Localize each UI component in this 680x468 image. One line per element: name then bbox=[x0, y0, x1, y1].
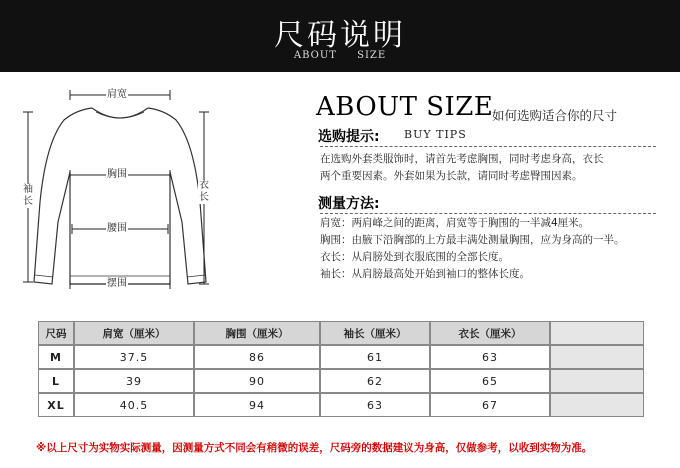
table-cell: M bbox=[38, 345, 74, 369]
header-chest: 胸围（厘米） bbox=[194, 321, 320, 345]
shopping-tip-line: 在选购外套类服饰时，请首先考虑胸围，同时考虑身高，衣长 bbox=[320, 153, 604, 165]
table-cell: 63 bbox=[320, 393, 430, 417]
table-cell: L bbox=[38, 369, 74, 393]
table-cell: 39 bbox=[74, 369, 194, 393]
shopping-tips-title: 选购提示: bbox=[318, 129, 380, 145]
waist-label: 腰围 bbox=[107, 223, 127, 234]
table-cell: 67 bbox=[430, 393, 550, 417]
shopping-tip-line: 两个重要因素。外套如果为长款，请同时考虑臀围因素。 bbox=[320, 170, 583, 182]
table-header-row bbox=[38, 321, 644, 345]
divider bbox=[320, 213, 656, 214]
shoulder-label: 肩宽 bbox=[107, 89, 127, 100]
table-cell: 94 bbox=[194, 393, 320, 417]
table-cell bbox=[550, 345, 644, 369]
header-length: 衣长（厘米） bbox=[430, 321, 550, 345]
table-cell: 37.5 bbox=[74, 345, 194, 369]
header-shoulder: 肩宽（厘米） bbox=[74, 321, 194, 345]
about-size-subtitle: 如何选购适合你的尺寸 bbox=[492, 108, 618, 123]
table-row bbox=[38, 369, 644, 393]
about-size-title: ABOUT SIZE bbox=[316, 92, 494, 122]
sleeve-length-label: 袖长 bbox=[23, 184, 33, 207]
table-cell: 65 bbox=[430, 369, 550, 393]
chest-label: 胸围 bbox=[107, 169, 127, 180]
table-cell: 90 bbox=[194, 369, 320, 393]
table-cell: 63 bbox=[430, 345, 550, 369]
page-title: 尺码说明 bbox=[274, 18, 406, 53]
header-size: 尺码 bbox=[38, 321, 74, 345]
table-cell: XL bbox=[38, 393, 74, 417]
table-cell: 40.5 bbox=[74, 393, 194, 417]
measurement-line: 肩宽：两肩峰之间的距离，肩宽等于胸围的一半减4厘米。 bbox=[320, 217, 590, 229]
measurement-line: 衣长：从肩膀处到衣服底围的全部长度。 bbox=[320, 251, 509, 263]
table-cell bbox=[550, 369, 644, 393]
garment-diagram bbox=[0, 72, 240, 312]
body-length-label: 衣长 bbox=[199, 180, 209, 203]
page-subtitle: ABOUT SIZE bbox=[293, 50, 387, 61]
size-table bbox=[38, 321, 644, 417]
table-cell: 62 bbox=[320, 369, 430, 393]
table-cell bbox=[550, 393, 644, 417]
measurement-title: 测量方法: bbox=[318, 196, 380, 212]
table-cell: 61 bbox=[320, 345, 430, 369]
table-row bbox=[38, 393, 644, 417]
buy-tips-label: BUY TIPS bbox=[404, 128, 467, 141]
table-row bbox=[38, 345, 644, 369]
disclaimer-note: ※以上尺寸为实物实际测量，因测量方式不同会有稍微的误差，尺码旁的数据建议为身高，仅做参考，以收到实物为准。 bbox=[36, 442, 593, 454]
header-sleeve: 袖长（厘米） bbox=[320, 321, 430, 345]
page-header bbox=[0, 0, 680, 72]
measurement-line: 袖长：从肩膀最高处开始到袖口的整体长度。 bbox=[320, 268, 530, 280]
measurement-line: 胸围：由腋下沿胸部的上方最丰满处测量胸围，应为身高的一半。 bbox=[320, 234, 625, 246]
header-blank bbox=[550, 321, 644, 345]
table-cell: 86 bbox=[194, 345, 320, 369]
divider bbox=[320, 146, 656, 147]
hem-label: 摆围 bbox=[107, 278, 127, 289]
